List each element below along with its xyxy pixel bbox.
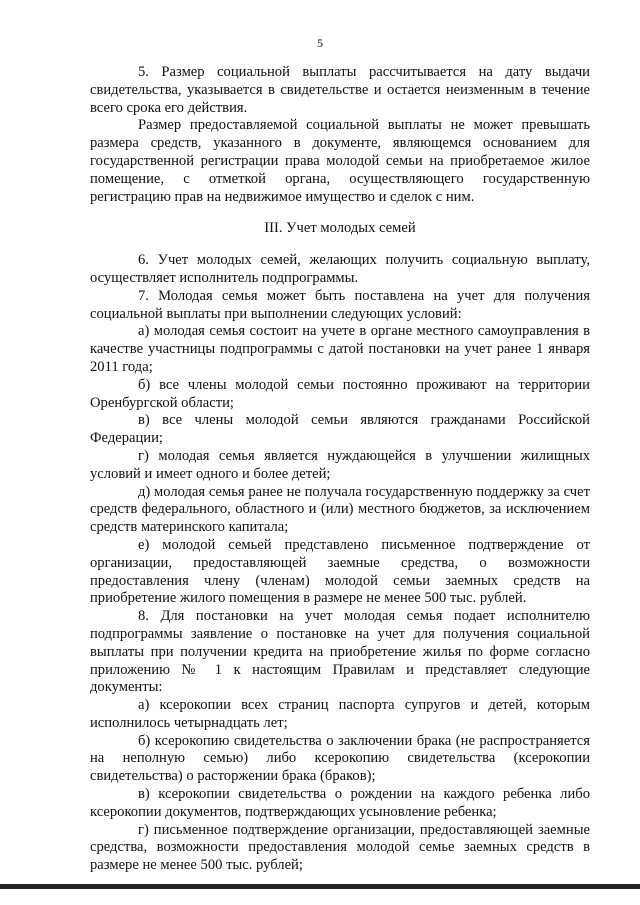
paragraph-8a: а) ксерокопии всех страниц паспорта супругов и детей, которым исполнилось четырнадцать лет; [90,697,590,731]
paragraph-8v: в) ксерокопии свидетельства о рождении на каждого ребенка либо ксерокопии документов, подтверждающих усыновление ребенка; [90,786,590,820]
page-number: 5 [317,36,323,50]
section-heading: III. Учет молодых семей [264,220,416,237]
paragraph-8b: б) ксерокопию свидетельства о заключении брака (не распространяется на неполную семью) либо ксерокопию свидетельства (ксерокопии свидетельства) о расторжении брака (браков); [90,732,590,785]
paragraph-7b: б) все члены молодой семьи постоянно проживают на территории Оренбургской области; [90,376,590,411]
paragraph-7d: д) молодая семья ранее не получала государственную поддержку за счет средств федерального, областного и (или) местного бюджетов, за исключением средств материнского капитала; [90,483,590,536]
paragraph-8: 8. Для постановки на учет молодая семья подает исполнителю подпрограммы заявление о постановке на учет для получения социальной выплаты при получении кредита на приобретение жилья по форме согласно приложению № 1 к настоящим Правилам и представляет следующие документы: [90,608,590,696]
paragraph-7a: а) молодая семья состоит на учете в органе местного самоуправления в качестве участницы подпрограммы с датой постановки на учет ранее 1 января 2011 года; [90,323,590,375]
paragraph-7g: г) молодая семья является нуждающейся в улучшении жилищных условий и имеет одного и более детей; [90,447,590,482]
paragraph-payment-limit: Размер предоставляемой социальной выплаты не может превышать размера средств, указанного в документе, являющемся основанием для государственной регистрации права молодой семьи на приобретаемое жилое помещение, с отметкой органа, осуществляющего государственную регистрацию прав на недвижимое имущество и сделок с ним. [90,117,590,205]
paragraph-7e: е) молодой семьей представлено письменное подтверждение от организации, предоставляющей заемные средства, о возможности предоставления члену (членам) молодой семьи заемных средств на приобретение жилого помещения в размере не менее 500 тыс. рублей. [90,536,590,607]
scan-bottom-edge [0,884,640,889]
paragraph-8g: г) письменное подтверждение организации, предоставляющей заемные средства, возможности предоставления молодой семье заемных средств в размере не менее 500 тыс. рублей; [90,821,590,874]
paragraph-7v: в) все члены молодой семьи являются гражданами Российской Федерации; [90,412,590,447]
paragraph-6: 6. Учет молодых семей, желающих получить социальную выплату, осуществляет исполнитель подпрограммы. [90,252,590,286]
document-body [90,64,590,875]
paragraph-7: 7. Молодая семья может быть поставлена на учет для получения социальной выплаты при выполнении следующих условий: [90,287,590,322]
paragraph-5-payment-size: 5. Размер социальной выплаты рассчитывается на дату выдачи свидетельства, указывается в свидетельстве и остается неизменным в течение всего срока его действия. [90,64,590,116]
